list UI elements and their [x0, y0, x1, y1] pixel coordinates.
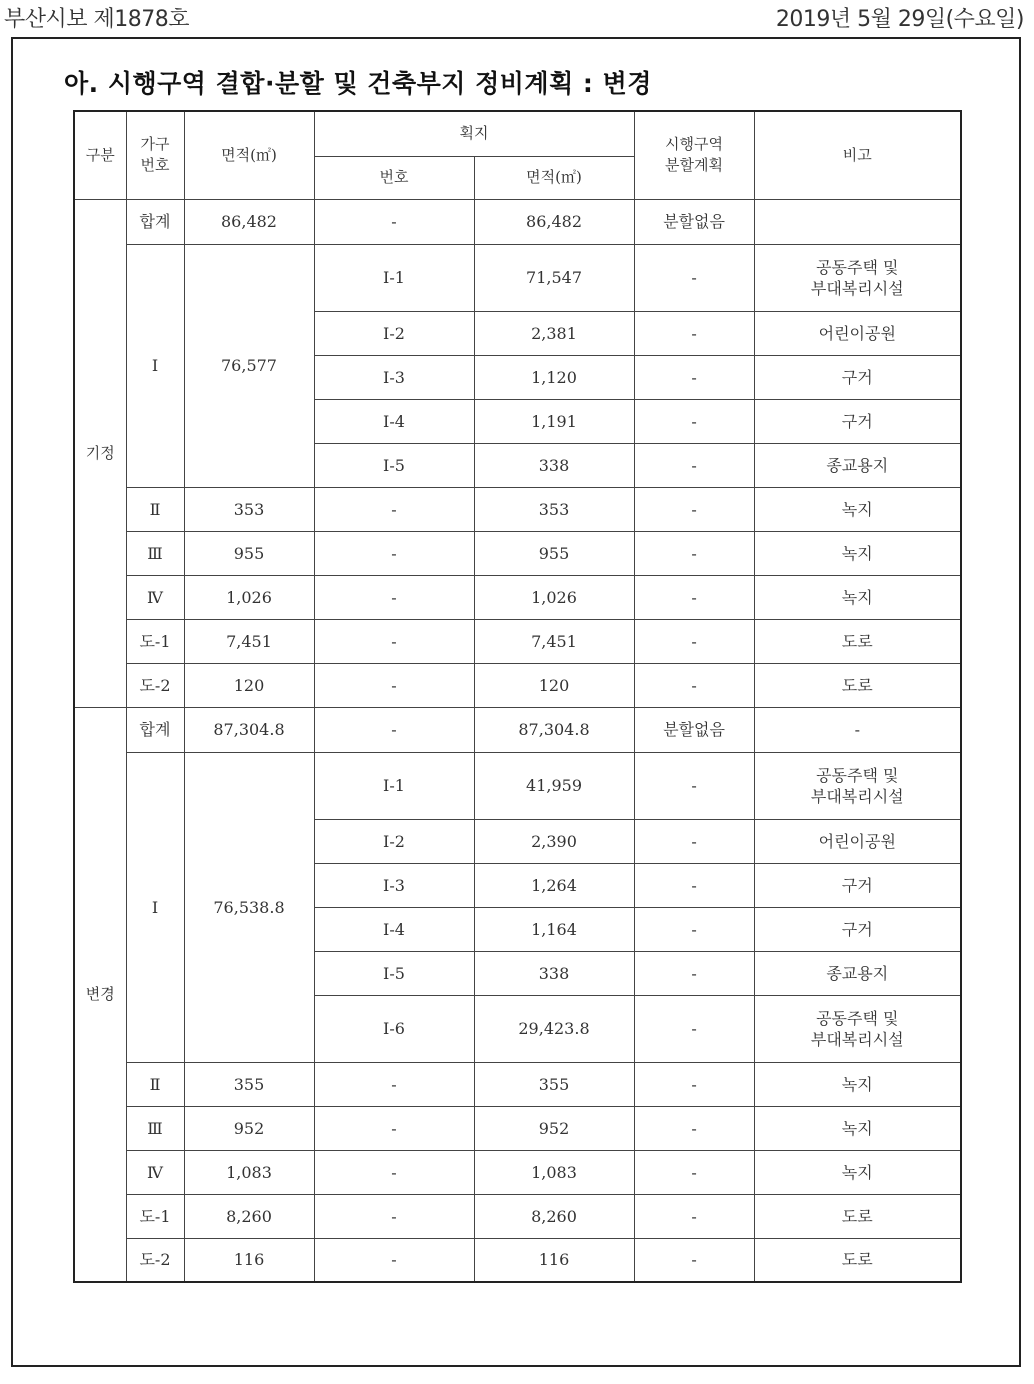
table-row — [74, 752, 961, 819]
lot-no-cell: - — [314, 619, 474, 663]
lot-no-cell: - — [314, 199, 474, 244]
split-plan-cell: - — [634, 951, 754, 995]
header-area: 면적(㎡) — [184, 111, 314, 199]
lot-area-cell: 8,260 — [474, 1194, 634, 1238]
remark-cell: 녹지 — [754, 1150, 961, 1194]
header-remark: 비고 — [754, 111, 961, 199]
lot-no-cell: Ⅰ-1 — [314, 752, 474, 819]
split-plan-cell: - — [634, 995, 754, 1062]
lot-no-cell: Ⅰ-4 — [314, 399, 474, 443]
split-plan-cell: 분할없음 — [634, 707, 754, 752]
header-block-no: 가구 번호 — [126, 111, 184, 199]
lot-no-cell: Ⅰ-2 — [314, 311, 474, 355]
lot-no-cell: Ⅰ-5 — [314, 443, 474, 487]
remark-cell: 도로 — [754, 663, 961, 707]
header-category: 구분 — [74, 111, 126, 199]
area-cell: 76,577 — [184, 244, 314, 487]
lot-no-cell: - — [314, 487, 474, 531]
remark-cell: 종교용지 — [754, 951, 961, 995]
split-plan-cell: - — [634, 863, 754, 907]
split-plan-cell: 분할없음 — [634, 199, 754, 244]
split-plan-cell: - — [634, 399, 754, 443]
area-cell: 1,026 — [184, 575, 314, 619]
split-plan-cell: - — [634, 443, 754, 487]
lot-area-cell: 955 — [474, 531, 634, 575]
remark-cell: 구거 — [754, 355, 961, 399]
split-plan-cell: - — [634, 619, 754, 663]
remark-cell: 구거 — [754, 863, 961, 907]
block-no-cell: Ⅳ — [126, 1150, 184, 1194]
block-no-cell: 도-1 — [126, 619, 184, 663]
remark-cell: 녹지 — [754, 531, 961, 575]
table-row — [74, 244, 961, 311]
table-row — [74, 1150, 961, 1194]
remark-cell: 구거 — [754, 399, 961, 443]
block-no-cell: 합계 — [126, 199, 184, 244]
block-no-cell: Ⅲ — [126, 1106, 184, 1150]
block-no-cell: Ⅱ — [126, 1062, 184, 1106]
split-plan-cell: - — [634, 531, 754, 575]
section-label: 변경 — [74, 707, 126, 1282]
lot-area-cell: 1,026 — [474, 575, 634, 619]
lot-no-cell: - — [314, 531, 474, 575]
remark-cell: 녹지 — [754, 1062, 961, 1106]
lot-area-cell: 338 — [474, 951, 634, 995]
remark-cell: 도로 — [754, 619, 961, 663]
block-no-cell: 도-2 — [126, 1238, 184, 1282]
lot-area-cell: 29,423.8 — [474, 995, 634, 1062]
split-plan-cell: - — [634, 1062, 754, 1106]
table-row — [74, 663, 961, 707]
table-row — [74, 1062, 961, 1106]
area-cell: 120 — [184, 663, 314, 707]
table-row — [74, 575, 961, 619]
header-lot: 획지 — [314, 111, 634, 156]
block-no-cell: 도-2 — [126, 663, 184, 707]
split-plan-cell: - — [634, 355, 754, 399]
split-plan-cell: - — [634, 244, 754, 311]
remark-cell: 녹지 — [754, 575, 961, 619]
table-row — [74, 1238, 961, 1282]
plan-table — [73, 110, 962, 1283]
lot-area-cell: 41,959 — [474, 752, 634, 819]
area-cell: 8,260 — [184, 1194, 314, 1238]
header-lot-no: 번호 — [314, 156, 474, 199]
split-plan-cell: - — [634, 575, 754, 619]
area-cell: 76,538.8 — [184, 752, 314, 1062]
split-plan-cell: - — [634, 819, 754, 863]
split-plan-cell: - — [634, 311, 754, 355]
table-row — [74, 1106, 961, 1150]
remark-cell: 녹지 — [754, 1106, 961, 1150]
split-plan-cell: - — [634, 1238, 754, 1282]
block-no-cell: 합계 — [126, 707, 184, 752]
lot-area-cell: 71,547 — [474, 244, 634, 311]
lot-area-cell: 116 — [474, 1238, 634, 1282]
area-cell: 7,451 — [184, 619, 314, 663]
split-plan-cell: - — [634, 1194, 754, 1238]
lot-area-cell: 1,264 — [474, 863, 634, 907]
remark-cell: 도로 — [754, 1194, 961, 1238]
lot-area-cell: 355 — [474, 1062, 634, 1106]
area-cell: 952 — [184, 1106, 314, 1150]
lot-area-cell: 1,120 — [474, 355, 634, 399]
lot-area-cell: 952 — [474, 1106, 634, 1150]
lot-area-cell: 1,164 — [474, 907, 634, 951]
split-plan-cell: - — [634, 907, 754, 951]
split-plan-cell: - — [634, 1150, 754, 1194]
lot-no-cell: Ⅰ-4 — [314, 907, 474, 951]
lot-no-cell: - — [314, 1062, 474, 1106]
remark-cell: 종교용지 — [754, 443, 961, 487]
lot-area-cell: 7,451 — [474, 619, 634, 663]
table-row — [74, 487, 961, 531]
block-no-cell: Ⅳ — [126, 575, 184, 619]
lot-no-cell: Ⅰ-6 — [314, 995, 474, 1062]
lot-area-cell: 2,381 — [474, 311, 634, 355]
lot-area-cell: 120 — [474, 663, 634, 707]
split-plan-cell: - — [634, 487, 754, 531]
table-row — [74, 1194, 961, 1238]
remark-cell: 어린이공원 — [754, 311, 961, 355]
remark-cell: 공동주택 및 부대복리시설 — [754, 995, 961, 1062]
lot-area-cell: 2,390 — [474, 819, 634, 863]
remark-cell: 공동주택 및 부대복리시설 — [754, 244, 961, 311]
area-cell: 1,083 — [184, 1150, 314, 1194]
table-row — [74, 531, 961, 575]
header-lot-area: 면적(㎡) — [474, 156, 634, 199]
lot-area-cell: 338 — [474, 443, 634, 487]
split-plan-cell: - — [634, 663, 754, 707]
lot-area-cell: 1,083 — [474, 1150, 634, 1194]
lot-no-cell: Ⅰ-1 — [314, 244, 474, 311]
table-row — [74, 199, 961, 244]
area-cell: 353 — [184, 487, 314, 531]
lot-no-cell: - — [314, 1194, 474, 1238]
lot-no-cell: Ⅰ-3 — [314, 355, 474, 399]
lot-area-cell: 353 — [474, 487, 634, 531]
area-cell: 116 — [184, 1238, 314, 1282]
remark-cell: 구거 — [754, 907, 961, 951]
block-no-cell: Ⅱ — [126, 487, 184, 531]
remark-cell: 녹지 — [754, 487, 961, 531]
area-cell: 86,482 — [184, 199, 314, 244]
lot-no-cell: Ⅰ-5 — [314, 951, 474, 995]
table-row — [74, 619, 961, 663]
lot-area-cell: 86,482 — [474, 199, 634, 244]
lot-no-cell: Ⅰ-3 — [314, 863, 474, 907]
split-plan-cell: - — [634, 1106, 754, 1150]
lot-area-cell: 87,304.8 — [474, 707, 634, 752]
remark-cell: 도로 — [754, 1238, 961, 1282]
table-row — [74, 707, 961, 752]
lot-no-cell: - — [314, 1150, 474, 1194]
lot-no-cell: - — [314, 1238, 474, 1282]
bulletin-issue: 부산시보 제1878호 — [4, 7, 189, 32]
section-title: 아. 시행구역 결합·분할 및 건축부지 정비계획 : 변경 — [64, 69, 652, 98]
lot-area-cell: 1,191 — [474, 399, 634, 443]
lot-no-cell: Ⅰ-2 — [314, 819, 474, 863]
area-cell: 87,304.8 — [184, 707, 314, 752]
block-no-cell: Ⅰ — [126, 752, 184, 1062]
split-plan-cell: - — [634, 752, 754, 819]
block-no-cell: 도-1 — [126, 1194, 184, 1238]
area-cell: 355 — [184, 1062, 314, 1106]
remark-cell: 공동주택 및 부대복리시설 — [754, 752, 961, 819]
remark-cell: - — [754, 707, 961, 752]
block-no-cell: Ⅲ — [126, 531, 184, 575]
lot-no-cell: - — [314, 1106, 474, 1150]
lot-no-cell: - — [314, 707, 474, 752]
lot-no-cell: - — [314, 663, 474, 707]
lot-no-cell: - — [314, 575, 474, 619]
bulletin-date: 2019년 5월 29일(수요일) — [775, 7, 1024, 32]
remark-cell — [754, 199, 961, 244]
remark-cell: 어린이공원 — [754, 819, 961, 863]
area-cell: 955 — [184, 531, 314, 575]
header-split-plan: 시행구역 분할계획 — [634, 111, 754, 199]
block-no-cell: Ⅰ — [126, 244, 184, 487]
section-label: 기정 — [74, 199, 126, 707]
